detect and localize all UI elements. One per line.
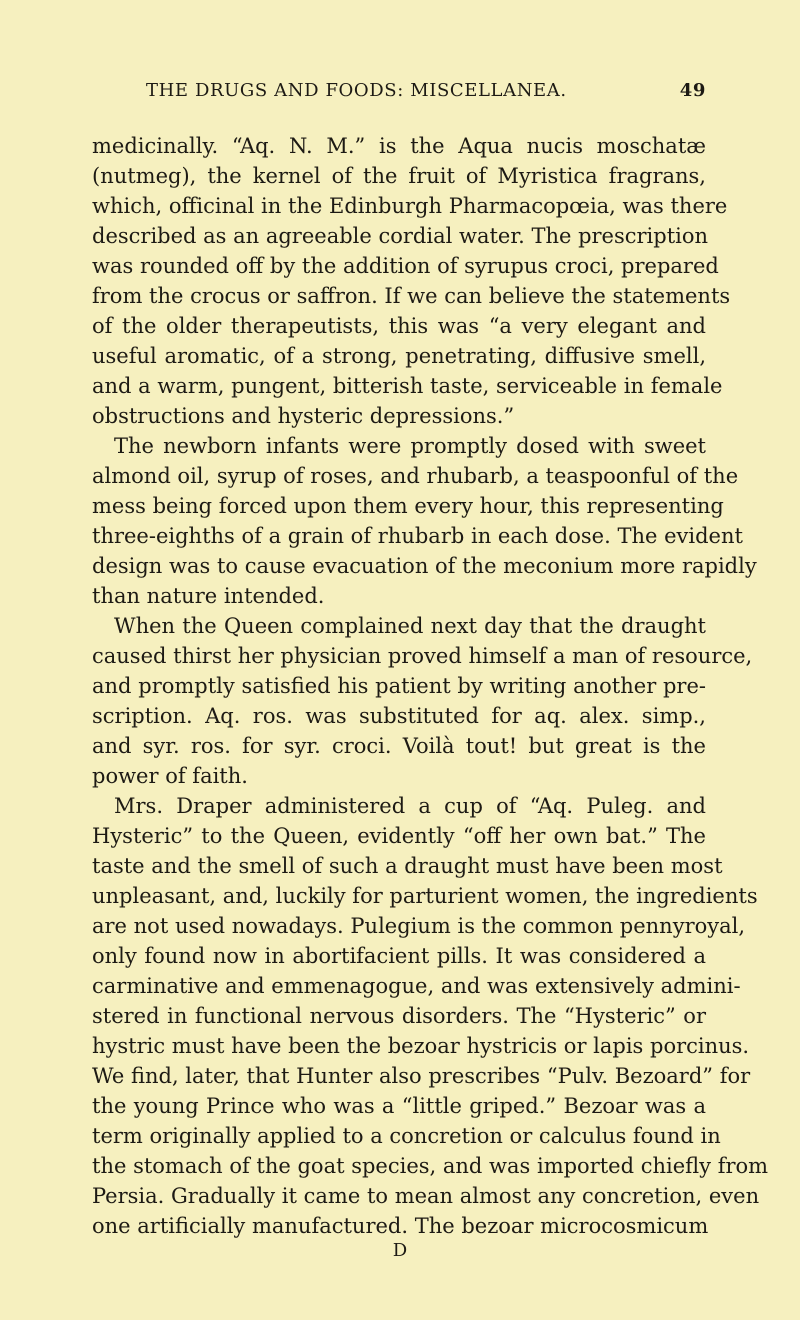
paragraph-mrs-draper bbox=[92, 791, 769, 1241]
text-line: Persia. Gradually it came to mean almost any concretion, even bbox=[92, 1184, 760, 1208]
text-line: than nature intended. bbox=[92, 584, 325, 608]
text-line: three-eighths of a grain of rhubarb in each dose. The evident bbox=[92, 524, 743, 548]
text-line: design was to cause evacuation of the meconium more rapidly bbox=[92, 554, 757, 578]
paragraph-queen-thirst bbox=[92, 611, 753, 791]
text-line: mess being forced upon them every hour, this representing bbox=[92, 494, 724, 518]
text-line: taste and the smell of such a draught must have been most bbox=[92, 854, 723, 878]
text-line: useful aromatic, of a strong, penetrating, diffusive smell, bbox=[92, 344, 706, 368]
text-line: stered in functional nervous disorders. The “Hysteric” or bbox=[92, 1004, 706, 1028]
text-line: almond oil, syrup of roses, and rhubarb, a teaspoonful of the bbox=[92, 464, 739, 488]
text-line: of the older therapeutists, this was “a very elegant and bbox=[92, 314, 706, 338]
page-number: 49 bbox=[679, 80, 706, 101]
text-line: obstructions and hysteric depressions.” bbox=[92, 404, 515, 428]
text-line: the stomach of the goat species, and was imported chiefly from bbox=[92, 1154, 769, 1178]
text-line: which, officinal in the Edinburgh Pharmacopœia, was there bbox=[92, 194, 728, 218]
text-line: medicinally. “Aq. N. M.” is the Aqua nucis moschatæ bbox=[92, 134, 706, 158]
running-head bbox=[146, 80, 706, 108]
text-line: and a warm, pungent, bitterish taste, serviceable in female bbox=[92, 374, 723, 398]
text-line: The newborn infants were promptly dosed with sweet bbox=[114, 434, 706, 458]
text-line: was rounded off by the addition of syrupus croci, prepared bbox=[92, 254, 719, 278]
text-line: one artificially manufactured. The bezoar microcosmicum bbox=[92, 1214, 709, 1238]
text-line: described as an agreeable cordial water. The prescription bbox=[92, 224, 709, 248]
body-text bbox=[92, 131, 769, 1241]
text-line: and syr. ros. for syr. croci. Voilà tout! but great is the bbox=[92, 734, 706, 758]
text-line: We find, later, that Hunter also prescribes “Pulv. Bezoard” for bbox=[92, 1064, 751, 1088]
text-line: When the Queen complained next day that the draught bbox=[114, 614, 706, 638]
text-line: unpleasant, and, luckily for parturient women, the ingredients bbox=[92, 884, 758, 908]
text-line: and promptly satisfied his patient by writing another pre- bbox=[92, 674, 706, 698]
text-line: term originally applied to a concretion or calculus found in bbox=[92, 1124, 721, 1148]
text-line: (nutmeg), the kernel of the fruit of Myristica fragrans, bbox=[92, 164, 706, 188]
text-line: are not used nowadays. Pulegium is the common pennyroyal, bbox=[92, 914, 746, 938]
text-line: Hysteric” to the Queen, evidently “off her own bat.” The bbox=[92, 824, 706, 848]
text-line: power of faith. bbox=[92, 764, 248, 788]
text-line: Mrs. Draper administered a cup of “Aq. Puleg. and bbox=[114, 794, 706, 818]
text-line: carminative and emmenagogue, and was extensively admini- bbox=[92, 974, 741, 998]
text-line: from the crocus or saffron. If we can believe the statements bbox=[92, 284, 731, 308]
running-title: THE DRUGS AND FOODS: MISCELLANEA. bbox=[146, 80, 567, 101]
text-line: only found now in abortifacient pills. It was considered a bbox=[92, 944, 706, 968]
signature-mark: D bbox=[392, 1240, 408, 1261]
paragraph-newborn-infants bbox=[92, 431, 757, 611]
text-line: scription. Aq. ros. was substituted for aq. alex. simp., bbox=[92, 704, 706, 728]
paragraph-nutmeg bbox=[92, 131, 731, 431]
text-line: the young Prince who was a “little griped.” Bezoar was a bbox=[92, 1094, 706, 1118]
text-line: hystric must have been the bezoar hystricis or lapis porcinus. bbox=[92, 1034, 750, 1058]
text-line: caused thirst her physician proved himself a man of resource, bbox=[92, 644, 753, 668]
